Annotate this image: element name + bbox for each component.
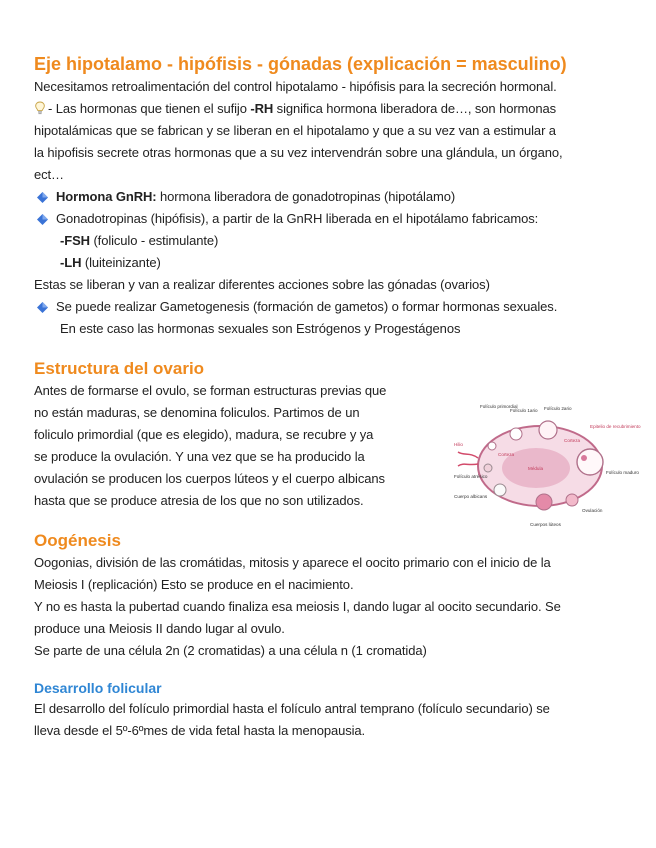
label-f2: Folículo 2ario (544, 406, 572, 411)
lh-line: -LH (luiteinizante) (60, 255, 161, 270)
ovary-line: no están maduras, se denomina foliculos. Partimos de un (34, 405, 360, 420)
ovary-line: foliculo primordial (que es elegido), madura, se recubre y ya (34, 427, 374, 442)
ovary-line: se produce la ovulación. Y una vez que se ha producido la (34, 449, 365, 464)
bullet-gnrh: Hormona GnRH: hormona liberadora de gonadotropinas (hipotálamo) (34, 186, 624, 208)
label-ovulacion: Ovulación (582, 508, 603, 513)
oocyte (581, 455, 587, 461)
oogenesis-line: Y no es hasta la pubertad cuando finaliza esa meiosis I, dando lugar al oocito secundario. Se (34, 599, 561, 614)
secondary-follicle (539, 421, 557, 439)
primordial-follicle (488, 442, 496, 450)
note-line-1: - Las hormonas que tienen el sufijo -RH significa hormona liberadora de…, son hormonas (34, 98, 624, 120)
label-atresico: Folículo atrésico (454, 474, 488, 479)
atretic-follicle (484, 464, 492, 472)
ovary-line: ovulación se producen los cuerpos lúteos y el cuerpo albicans (34, 471, 385, 486)
oogenesis-line: Se parte de una célula 2n (2 cromatidas) a una célula n (1 cromatida) (34, 643, 427, 658)
ovary-line: hasta que se produce atresia de los que no son utilizados. (34, 493, 364, 508)
section-title-desarrollo: Desarrollo folicular (34, 680, 162, 696)
label-hilio: Hilio (454, 442, 463, 447)
diamond-bullet-icon (37, 302, 48, 313)
lightbulb-icon (34, 100, 46, 114)
note-line-2: hipotalámicas que se fabrican y se liberan en el hipotalamo y que a su vez van a estimular a (34, 123, 556, 138)
oogenesis-line: produce una Meiosis II dando lugar al ovulo. (34, 621, 285, 636)
bullet-gonadotropinas: Gonadotropinas (hipófisis), a partir de la GnRH liberada en el hipotálamo fabricamos: (34, 208, 624, 230)
mature-follicle (577, 449, 603, 475)
desarrollo-line: El desarrollo del folículo primordial hasta el folículo antral temprano (folículo secundario) se (34, 701, 550, 716)
hilum-vessels (458, 452, 478, 466)
fsh-line: -FSH (foliculo - estimulante) (60, 233, 219, 248)
bullet-gametogenesis-cont: En este caso las hormonas sexuales son Estrógenos y Progestágenos (60, 321, 461, 336)
after-text: Estas se liberan y van a realizar diferentes acciones sobre las gónadas (ovarios) (34, 277, 490, 292)
label-albicans: Cuerpo albicans (454, 494, 488, 499)
label-luteos: Cuerpos lúteos (530, 522, 561, 527)
rh-suffix: -RH (250, 101, 274, 116)
ovary-diagram (452, 402, 641, 532)
section-title-ovario: Estructura del ovario (34, 359, 205, 378)
label-primordial: Folículo primordial (480, 404, 518, 409)
document-page (34, 52, 641, 742)
ovary-line: Antes de formarse el ovulo, se forman estructuras previas que (34, 383, 387, 398)
note-line-3: la hipofisis secrete otras hormonas que a su vez intervendrán sobre una glándula, un órgano, (34, 145, 563, 160)
label-corteza1: Corteza (498, 452, 515, 457)
note-line-4: ect… (34, 167, 64, 182)
oogenesis-line: Oogonias, división de las cromátidas, mitosis y aparece el oocito primario con el inicio de la (34, 555, 551, 570)
corpus-albicans (494, 484, 506, 496)
label-epitelio: Epitelio de recubrimiento (590, 424, 641, 429)
ovary-section (34, 358, 641, 527)
corpus-luteum (536, 494, 552, 510)
primary-follicle (510, 428, 522, 440)
ovary-text (34, 380, 434, 512)
section-title-oogenesis: Oogénesis (34, 531, 121, 550)
diamond-bullet-icon (37, 214, 48, 225)
desarrollo-line: lleva desde el 5º-6ºmes de vida fetal hasta la menopausia. (34, 723, 366, 738)
label-corteza2: Corteza (564, 438, 581, 443)
label-medula: Médula (528, 466, 544, 471)
intro-text: Necesitamos retroalimentación del control hipotalamo - hipófisis para la secreción hormonal. (34, 79, 557, 94)
bullet-gametogenesis: Se puede realizar Gametogenesis (formación de gametos) o formar hormonas sexuales. (34, 296, 624, 318)
label-maduro: Folículo maduro (606, 470, 639, 475)
section-title-eje: Eje hipotalamo - hipófisis - gónadas (explicación = masculino) (34, 54, 567, 74)
diamond-bullet-icon (37, 192, 48, 203)
label-f1: Folículo 1ario (510, 408, 538, 413)
ovulation-site (566, 494, 578, 506)
oogenesis-line: Meiosis I (replicación) Esto se produce en el nacimiento. (34, 577, 354, 592)
